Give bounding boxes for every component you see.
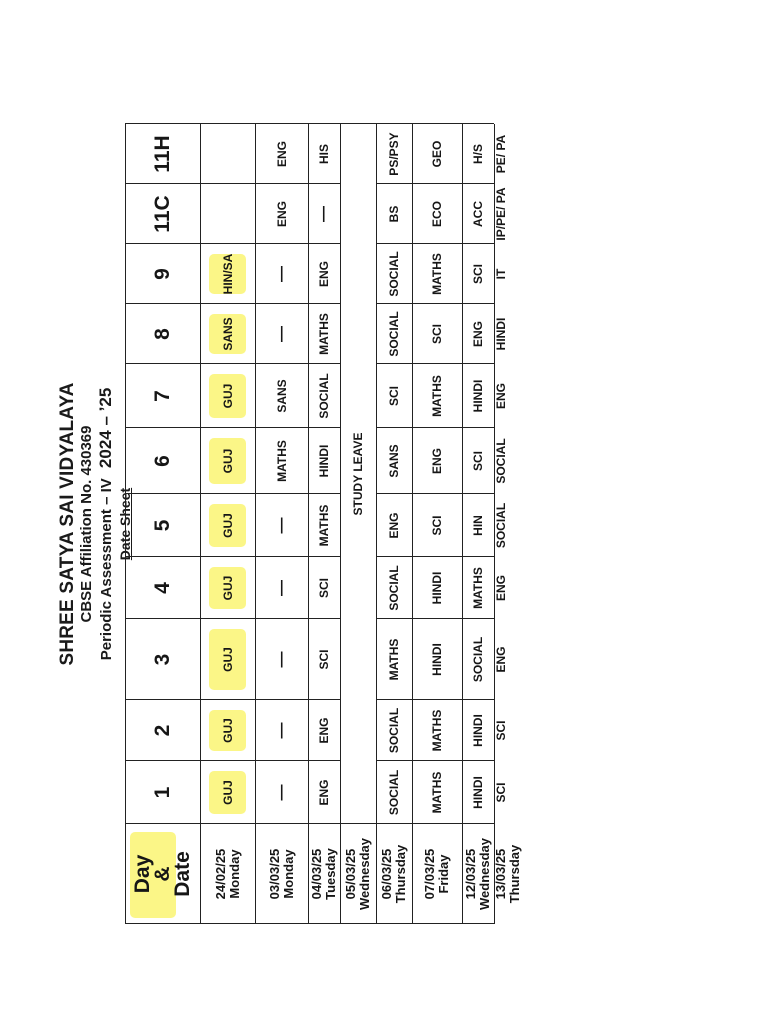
subject-cell: GEO bbox=[430, 140, 444, 168]
subject-cell: H/S bbox=[471, 144, 485, 165]
subject-cell: SOCIAL bbox=[387, 311, 401, 357]
table-row-rule bbox=[462, 124, 463, 924]
subject-cell: — bbox=[272, 580, 290, 596]
subject-cell: SOCIAL bbox=[494, 438, 508, 484]
class-column-header: 4 bbox=[150, 582, 174, 594]
subject-cell: SANS bbox=[274, 379, 289, 413]
subject-cell bbox=[200, 124, 255, 184]
subject-cell: SOCIAL bbox=[387, 251, 401, 297]
exam-date-value: 13/03/25 bbox=[493, 848, 508, 900]
table-row-rule bbox=[125, 124, 126, 924]
subject-cell: — bbox=[272, 326, 290, 342]
class-column-header: 11H bbox=[150, 135, 174, 173]
subject-cell: MATHS bbox=[317, 504, 331, 547]
subject-cell: SANS bbox=[220, 317, 235, 351]
table-column-rule bbox=[376, 427, 494, 428]
exam-date bbox=[340, 824, 376, 924]
subject-cell: MATHS bbox=[430, 709, 444, 752]
subject-cell: SCI bbox=[494, 782, 508, 803]
exam-weekday: Thursday bbox=[393, 844, 408, 904]
class-column-header: 7 bbox=[150, 390, 174, 402]
class-column-header: 5 bbox=[150, 519, 174, 532]
subject-cell: GUJ bbox=[220, 718, 235, 743]
class-column-header: 2 bbox=[150, 724, 174, 737]
academic-year: 2024 – ’25 bbox=[96, 387, 115, 469]
table-column-rule bbox=[125, 923, 494, 924]
table-row-rule bbox=[494, 124, 495, 924]
subject-cell: GUJ bbox=[220, 448, 235, 474]
exam-date bbox=[462, 824, 494, 924]
subject-cell: MATHS bbox=[317, 313, 331, 355]
class-column-header: 9 bbox=[150, 268, 174, 280]
subject-cell: ENG bbox=[494, 575, 508, 602]
subject-cell: SCI bbox=[430, 324, 444, 345]
subject-cell: ENG bbox=[387, 512, 401, 539]
subject-cell: SANS bbox=[387, 444, 401, 478]
subject-cell: GUJ bbox=[220, 575, 235, 601]
table-column-rule bbox=[376, 493, 494, 494]
exam-weekday: Tuesday bbox=[323, 848, 338, 900]
exam-date bbox=[255, 824, 308, 924]
table-column-rule bbox=[376, 699, 494, 700]
subject-cell: MATHS bbox=[274, 440, 289, 482]
subject-cell: ENG bbox=[274, 201, 289, 228]
subject-cell: ENG bbox=[317, 717, 331, 744]
subject-cell: ENG bbox=[317, 261, 331, 288]
table-column-rule bbox=[376, 760, 494, 761]
subject-cell: BS bbox=[387, 205, 401, 223]
class-column-header: 1 bbox=[150, 786, 174, 799]
class-column-header: 3 bbox=[150, 653, 174, 666]
school-name: SHREE SATYA SAI VIDYALAYA bbox=[57, 382, 78, 666]
subject-cell: SCI bbox=[430, 515, 444, 536]
subject-cell: HIS bbox=[317, 144, 331, 165]
table-column-rule bbox=[376, 243, 494, 244]
subject-cell: ENG bbox=[494, 383, 508, 410]
subject-cell: — bbox=[272, 784, 290, 801]
exam-weekday: Monday bbox=[226, 849, 242, 899]
exam-date-value: 12/03/25 bbox=[463, 848, 478, 900]
subject-cell: MATHS bbox=[430, 375, 444, 417]
subject-cell: SCI bbox=[317, 649, 331, 670]
assessment-name: Periodic Assessment – IV bbox=[98, 478, 115, 661]
exam-date-value: 05/03/25 bbox=[343, 848, 358, 900]
subject-cell: ENG bbox=[471, 321, 485, 348]
table-column-rule bbox=[376, 618, 494, 619]
subject-cell: — bbox=[272, 722, 290, 739]
subject-cell: — bbox=[272, 651, 290, 668]
exam-weekday: Thursday bbox=[507, 844, 522, 904]
subject-cell: GUJ bbox=[220, 383, 235, 409]
subject-cell: — bbox=[272, 266, 290, 282]
exam-date-value: 03/03/25 bbox=[266, 848, 282, 900]
subject-cell: HINDI bbox=[430, 571, 444, 605]
subject-cell: SCI bbox=[471, 264, 485, 285]
exam-date-value: 24/02/25 bbox=[212, 848, 228, 900]
class-column-header: 8 bbox=[150, 328, 174, 340]
exam-date-value: 07/03/25 bbox=[422, 848, 437, 900]
subject-cell: ENG bbox=[494, 646, 508, 673]
table-column-rule bbox=[125, 123, 494, 124]
exam-date bbox=[412, 824, 462, 924]
exam-date bbox=[308, 824, 340, 924]
subject-cell: SCI bbox=[494, 720, 508, 741]
subject-cell: SOCIAL bbox=[471, 636, 485, 683]
subject-cell: GUJ bbox=[220, 647, 235, 672]
subject-cell: HINDI bbox=[430, 643, 444, 676]
subject-cell: SOCIAL bbox=[387, 565, 401, 611]
subject-cell: SCI bbox=[387, 386, 401, 407]
subject-cell: HINDI bbox=[494, 317, 508, 351]
exam-date-value: 06/03/25 bbox=[379, 848, 394, 900]
table-row-rule bbox=[200, 124, 201, 924]
subject-cell: HINDI bbox=[471, 776, 485, 809]
class-column-header: 11C bbox=[150, 195, 174, 233]
subject-cell: — bbox=[272, 517, 290, 534]
exam-weekday: Friday bbox=[436, 854, 451, 894]
subject-cell: PE/ PA bbox=[494, 134, 508, 174]
subject-cell: SOCIAL bbox=[387, 707, 401, 754]
study-leave-cell: STUDY LEAVE bbox=[351, 432, 365, 516]
subject-cell: MATHS bbox=[387, 638, 401, 681]
table-column-rule bbox=[376, 556, 494, 557]
subject-cell: SCI bbox=[317, 578, 331, 599]
exam-date bbox=[200, 824, 255, 924]
subject-cell: IT bbox=[494, 268, 508, 280]
subject-cell: ECO bbox=[430, 201, 444, 228]
exam-date-value: 04/03/25 bbox=[309, 848, 324, 900]
exam-weekday: Wednesday bbox=[357, 838, 372, 911]
subject-cell: SOCIAL bbox=[387, 769, 401, 816]
table-column-rule bbox=[376, 183, 494, 184]
subject-cell: ENG bbox=[274, 141, 289, 168]
table-column-rule bbox=[125, 823, 494, 824]
subject-cell: ENG bbox=[317, 779, 331, 806]
exam-weekday: Wednesday bbox=[477, 838, 492, 911]
day-date-header-word: Day bbox=[130, 854, 154, 894]
subject-cell: SOCIAL bbox=[494, 502, 508, 549]
subject-cell: MATHS bbox=[430, 253, 444, 295]
affiliation-number: CBSE Affiliation No. 430369 bbox=[78, 425, 95, 623]
subject-cell: PS/PSY bbox=[387, 132, 401, 176]
exam-date bbox=[376, 824, 412, 924]
table-row-rule bbox=[412, 124, 413, 924]
table-column-rule bbox=[376, 363, 494, 364]
subject-cell: HIN bbox=[471, 515, 485, 536]
subject-cell: GUJ bbox=[220, 513, 235, 538]
day-date-header-word: Date bbox=[170, 851, 194, 897]
subject-cell: ACC bbox=[471, 201, 485, 227]
subject-cell: MATHS bbox=[430, 771, 444, 814]
subject-cell: HINDI bbox=[471, 379, 485, 413]
subject-cell: IP/PE/ PA bbox=[494, 187, 508, 241]
subject-cell: GUJ bbox=[220, 780, 235, 805]
day-date-header-word: & bbox=[150, 866, 174, 882]
table-row-rule bbox=[376, 124, 377, 924]
subject-cell: SCI bbox=[471, 451, 485, 472]
class-column-header: 6 bbox=[150, 455, 174, 467]
date-sheet-label: Date Sheet bbox=[117, 487, 133, 561]
subject-cell: MATHS bbox=[471, 567, 485, 609]
table-row-rule bbox=[340, 124, 341, 924]
table-column-rule bbox=[376, 303, 494, 304]
subject-cell: ENG bbox=[430, 448, 444, 475]
exam-weekday: Monday bbox=[280, 849, 296, 899]
subject-cell: SOCIAL bbox=[317, 373, 331, 419]
subject-cell: HIN/SA bbox=[220, 253, 235, 295]
table-row-rule bbox=[255, 124, 256, 924]
subject-cell: HINDI bbox=[471, 714, 485, 747]
subject-cell: — bbox=[315, 206, 332, 222]
exam-date bbox=[494, 824, 522, 924]
subject-cell: HINDI bbox=[317, 444, 331, 478]
subject-cell bbox=[200, 184, 255, 244]
table-row-rule bbox=[308, 124, 309, 924]
day-date-header bbox=[125, 824, 200, 924]
